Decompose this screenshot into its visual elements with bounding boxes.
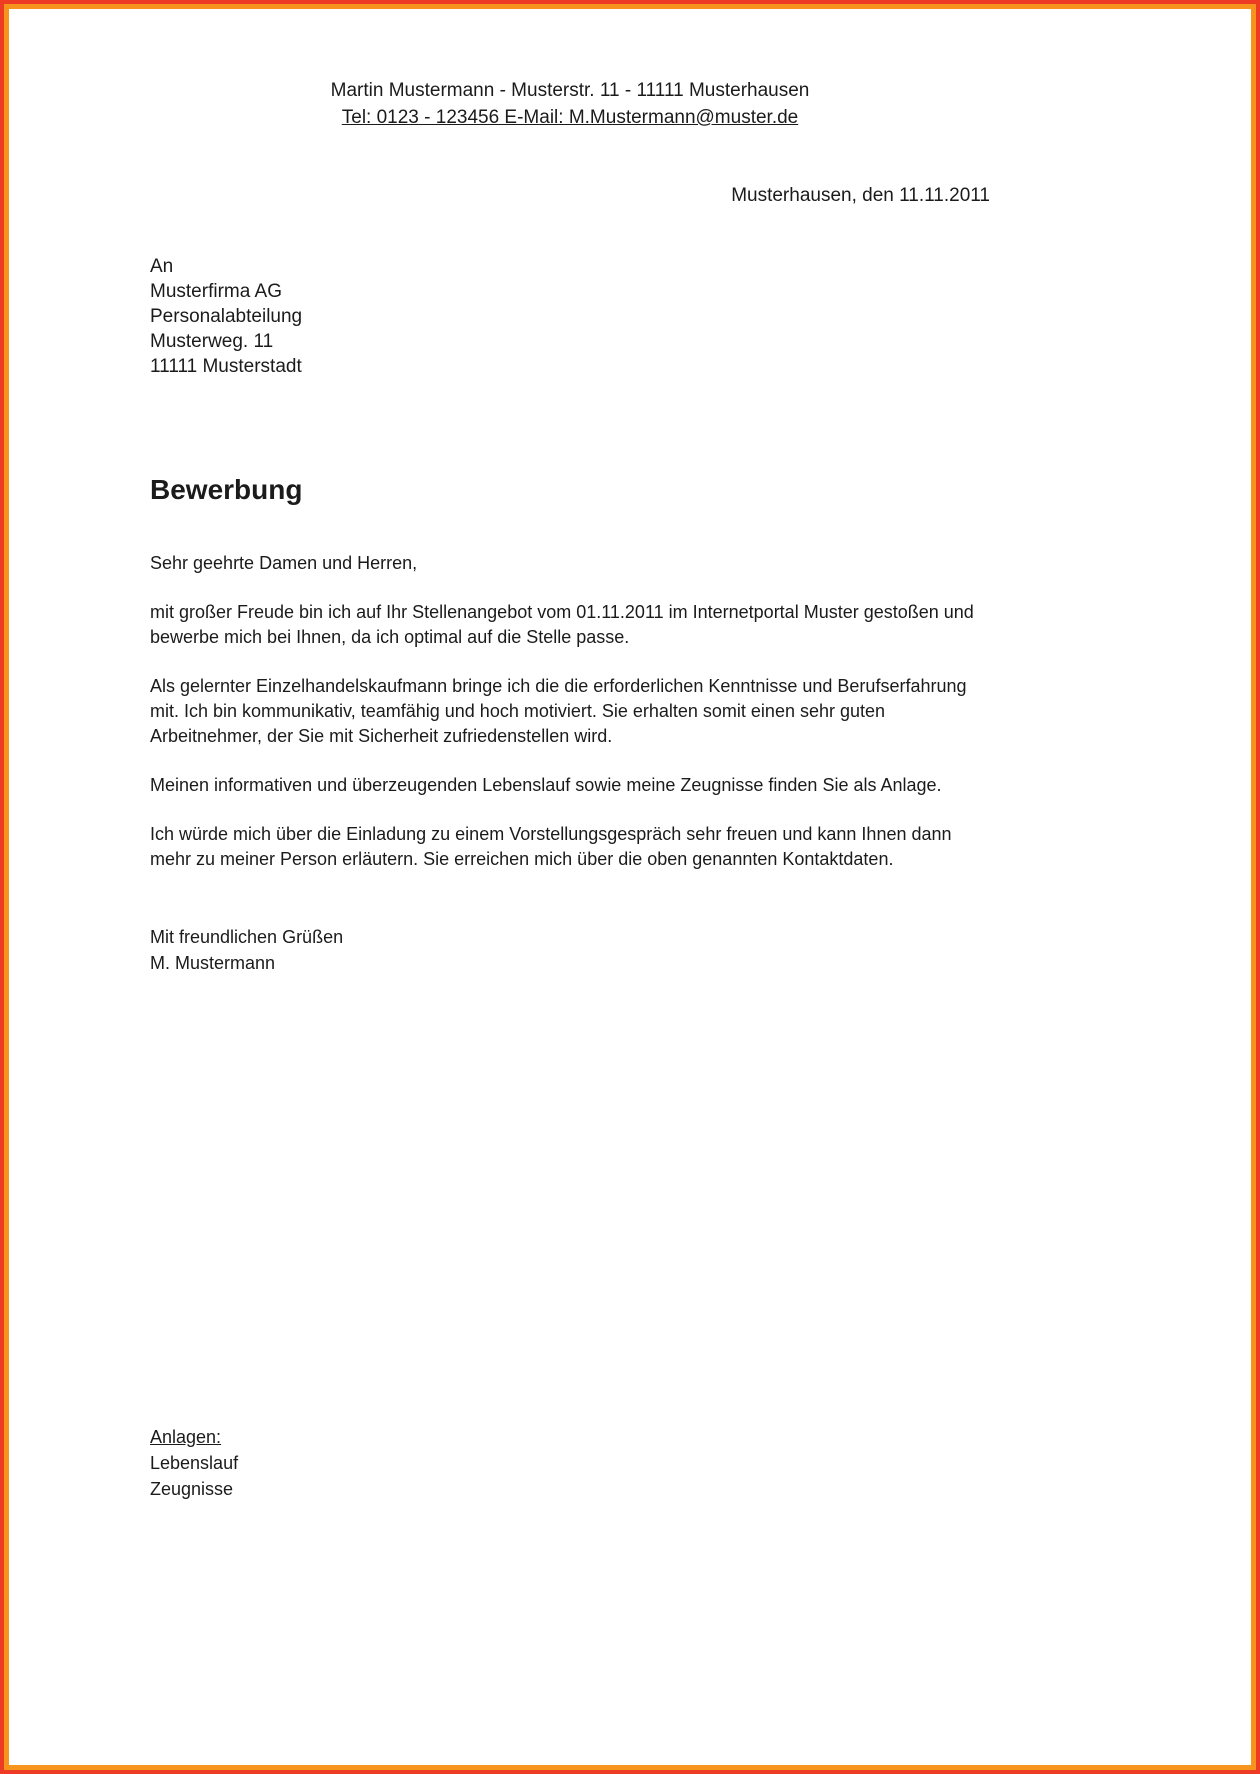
attachment-item: Zeugnisse — [150, 1479, 234, 1499]
recipient-line: Musterfirma AG — [150, 281, 282, 302]
body-paragraph: mit großer Freude bin ich auf Ihr Stellenangebot vom 01.11.2011 im Internetportal Muster gestoßen und bewerbe mich bei Ihnen, da ich optimal auf die Stelle passe. — [150, 602, 974, 647]
letter-page — [9, 9, 1251, 1765]
recipient-line: An — [150, 256, 174, 277]
attachments-block — [150, 1424, 990, 1502]
recipient-address-block — [150, 254, 990, 379]
place-and-date: Musterhausen, den 11.11.2011 — [731, 185, 990, 206]
body-paragraph: Meinen informativen und überzeugenden Lebenslauf sowie meine Zeugnisse finden Sie als Anlage. — [150, 775, 942, 795]
sender-contact-line: Tel: 0123 - 123456 E-Mail: M.Mustermann@muster.de — [341, 107, 799, 128]
attachment-item: Lebenslauf — [150, 1453, 239, 1473]
sender-header — [150, 77, 990, 131]
recipient-line: Personalabteilung — [150, 306, 303, 327]
closing-signature: M. Mustermann — [150, 953, 276, 973]
letter-content — [150, 77, 990, 1502]
subject-heading: Bewerbung — [150, 474, 303, 505]
sender-address-line: Martin Mustermann - Musterstr. 11 - 11111 Musterhausen — [330, 80, 810, 101]
closing-block — [150, 924, 990, 976]
recipient-line: 11111 Musterstadt — [150, 356, 302, 377]
body-paragraph: Als gelernter Einzelhandelskaufmann bringe ich die die erforderlichen Kenntnisse und Berufserfahrung mit. Ich bin kommunikativ, teamfähig und hoch motiviert. Sie erhalten somit einen sehr guten Arbeitnehmer, der Sie mit Sicherheit zufriedenstellen wird. — [150, 676, 967, 746]
closing-greeting: Mit freundlichen Grüßen — [150, 927, 344, 947]
attachments-heading: Anlagen: — [150, 1427, 222, 1447]
recipient-line: Musterweg. 11 — [150, 331, 274, 352]
decorative-inner-border — [4, 4, 1256, 1770]
salutation: Sehr geehrte Damen und Herren, — [150, 553, 418, 573]
body-paragraph: Ich würde mich über die Einladung zu einem Vorstellungsgespräch sehr freuen und kann Ihnen dann mehr zu meiner Person erläutern. Sie erreichen mich über die oben genannten Kontaktdaten. — [150, 824, 952, 869]
